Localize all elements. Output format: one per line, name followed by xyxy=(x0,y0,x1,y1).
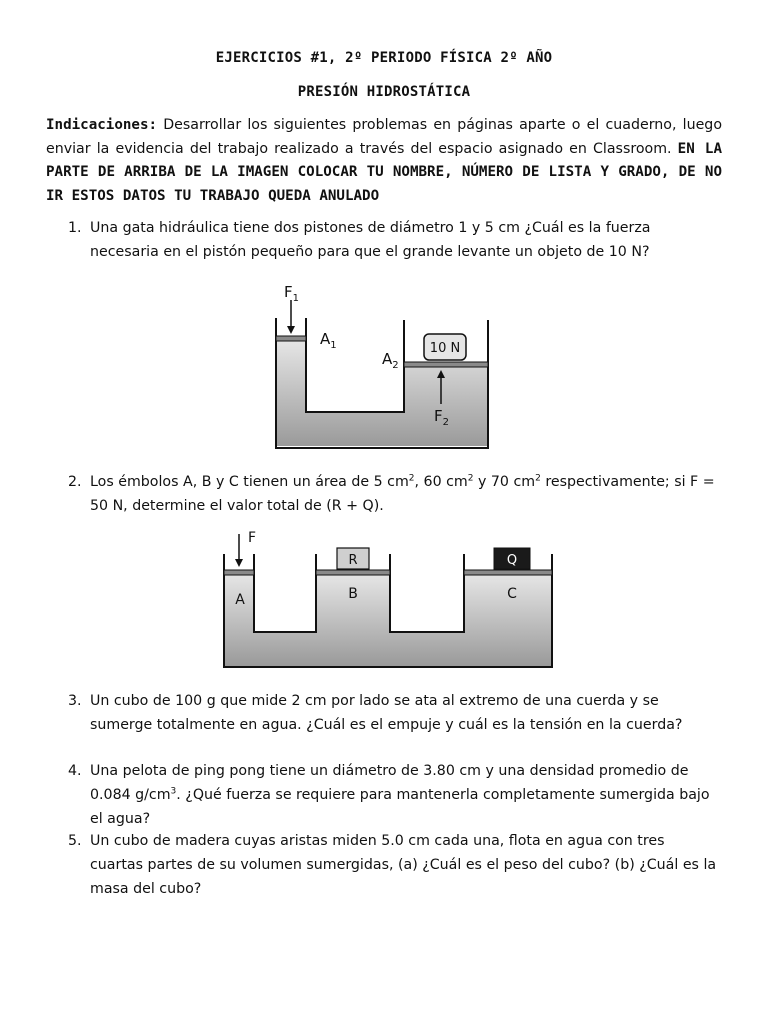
large-piston xyxy=(404,362,488,367)
force-arrow-head xyxy=(235,559,243,567)
force-1-label: F xyxy=(284,283,293,301)
piston-a-label: A xyxy=(235,592,245,608)
question-2 xyxy=(68,470,720,518)
small-piston xyxy=(276,336,306,341)
question-text-part: y 70 cm xyxy=(473,474,536,490)
superscript: 2 xyxy=(467,473,474,484)
question-5 xyxy=(68,829,720,901)
question-text-part: , 60 cm xyxy=(414,474,468,490)
force-1-subscript: 1 xyxy=(292,293,300,304)
question-number: 3. xyxy=(68,693,82,709)
question-1 xyxy=(68,216,720,264)
fluid-body xyxy=(224,574,552,666)
piston-c xyxy=(464,570,552,575)
question-4 xyxy=(68,759,720,831)
question-text-part: Una pelota de ping pong tiene un diámetro de 3.80 cm y una densidad promedio de 0.084 g/cm xyxy=(90,763,689,803)
force-2-subscript: 2 xyxy=(442,417,450,428)
piston-a xyxy=(224,570,254,575)
instructions-paragraph xyxy=(46,114,722,208)
question-3 xyxy=(68,689,720,737)
question-number: 2. xyxy=(68,474,82,490)
page-subtitle: PRESIÓN HIDROSTÁTICA xyxy=(297,84,471,100)
instructions-warning: EN LA PARTE DE ARRIBA DE LA IMAGEN COLOCAR TU NOMBRE, NÚMERO DE LISTA Y GRADO, DE NO IR ESTOS DATOS TU TRABAJO QUEDA ANULADO xyxy=(46,140,722,204)
superscript: 2 xyxy=(535,473,541,484)
force-2-label: F xyxy=(434,407,443,425)
force-1-arrow-head xyxy=(287,326,295,334)
superscript: 3 xyxy=(170,786,177,797)
page-title: EJERCICIOS #1, 2º PERIODO FÍSICA 2º AÑO xyxy=(215,50,553,66)
weight-label: 10 N xyxy=(429,341,461,356)
piston-b xyxy=(316,570,390,575)
force-label: F xyxy=(248,530,257,546)
area-1-label: A xyxy=(320,330,331,348)
svg-text:A1 xyxy=(320,330,337,351)
hydraulic-jack-diagram xyxy=(262,276,498,452)
question-text xyxy=(90,470,720,518)
three-piston-diagram xyxy=(218,528,558,670)
area-2-subscript: 2 xyxy=(392,360,399,371)
question-text-part: respectivamente; si F = 50 N, determine el valor total de (R + Q). xyxy=(90,474,715,514)
area-2-label: A xyxy=(382,350,393,368)
piston-b-label: B xyxy=(348,586,358,602)
question-number: 5. xyxy=(68,833,82,849)
block-q-label: Q xyxy=(506,553,518,568)
question-text-part: Los émbolos A, B y C tienen un área de 5 cm xyxy=(90,474,409,490)
question-number: 1. xyxy=(68,220,82,236)
svg-text:F1 xyxy=(284,283,299,304)
question-text xyxy=(90,759,720,831)
question-text: Un cubo de 100 g que mide 2 cm por lado se ata al extremo de una cuerda y se sumerge totalmente en agua. ¿Cuál es el empuje y cuál es la tensión en la cuerda? xyxy=(90,693,683,733)
question-number: 4. xyxy=(68,763,82,779)
area-1-subscript: 1 xyxy=(330,340,337,351)
superscript: 2 xyxy=(408,473,415,484)
piston-c-label: C xyxy=(507,586,517,602)
instructions-label: Indicaciones: xyxy=(46,117,158,133)
block-r-label: R xyxy=(348,553,358,568)
svg-text:A2 xyxy=(382,350,399,371)
question-text-part: . ¿Qué fuerza se requiere para mantenerla completamente sumergida bajo el agua? xyxy=(90,787,710,827)
question-text: Una gata hidráulica tiene dos pistones de diámetro 1 y 5 cm ¿Cuál es la fuerza necesaria en el pistón pequeño para que el grande levante un objeto de 10 N? xyxy=(90,220,651,260)
instructions-text: Desarrollar los siguientes problemas en páginas aparte o el cuaderno, luego enviar la evidencia del trabajo realizado a través del espacio asignado en Classroom. xyxy=(46,117,722,157)
question-text: Un cubo de madera cuyas aristas miden 5.0 cm cada una, flota en agua con tres cuartas partes de su volumen sumergidas, (a) ¿Cuál es el peso del cubo? (b) ¿Cuál es la masa del cubo? xyxy=(90,833,717,897)
